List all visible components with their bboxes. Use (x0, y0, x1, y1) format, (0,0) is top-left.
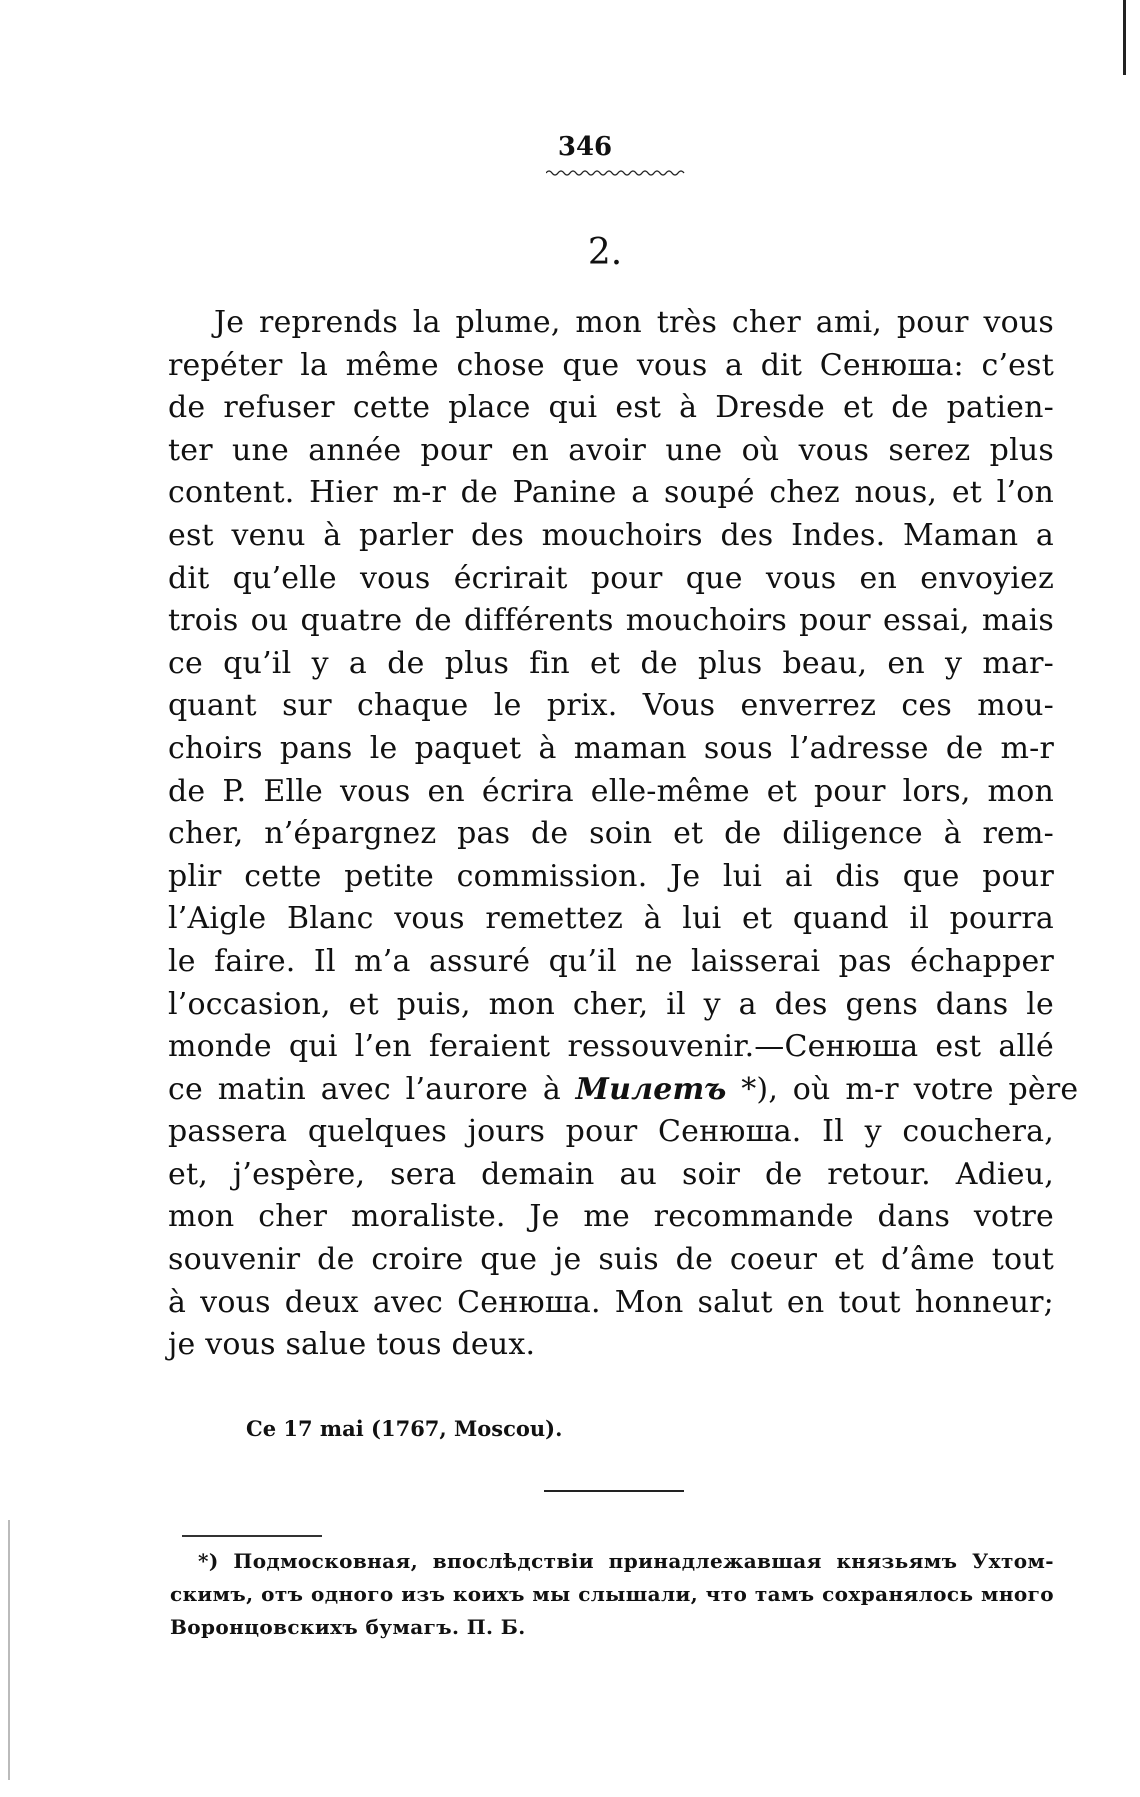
text-line: dit qu’elle vous écrirait pour que vous en envoyiez (168, 560, 1054, 596)
text-line-with-place-name (168, 1069, 1079, 1112)
section-divider (544, 1490, 684, 1492)
text-line: l’Aigle Blanc vous remettez à lui et quand il pourra (168, 901, 1054, 937)
text-line: ter une année pour en avoir une où vous serez plus (168, 432, 1054, 468)
text-line: je vous salue tous deux. (168, 1327, 536, 1363)
footnote (170, 1545, 1054, 1644)
text-line: l’occasion, et puis, mon cher, il y a des gens dans le (168, 986, 1054, 1022)
text-line: cher, n’épargnez pas de soin et de diligence à rem- (168, 816, 1054, 852)
letter-date-signature: Ce 17 mai (1767, Moscou). (246, 1416, 563, 1441)
text-line: et, j’espère, sera demain au soir de retour. Adieu, (168, 1156, 1054, 1192)
footnote-divider (182, 1535, 322, 1537)
scan-edge-mark (1123, 0, 1126, 75)
text-line: trois ou quatre de différents mouchoirs pour essai, mais (168, 603, 1054, 639)
text-line: passera quelques jours pour Сенюша. Il y couchera, (168, 1114, 1054, 1150)
text-line: content. Hier m-r de Panine a soupé chez nous, et l’on (168, 475, 1054, 511)
text-line: à vous deux avec Сенюша. Mon salut en tout honneur; (168, 1284, 1054, 1320)
text-line: ce qu’il y a de plus fin et de plus beau, en y mar- (168, 645, 1054, 681)
footnote-line: скимъ, отъ одного изъ коихъ мы слышали, что тамъ сохранялось много (170, 1582, 1054, 1606)
letter-body (168, 302, 1079, 1367)
text-line: choirs pans le paquet à maman sous l’adresse de m-r (168, 730, 1054, 766)
page-number: 346 (557, 132, 613, 162)
text-line: mon cher moraliste. Je me recommande dans votre (168, 1199, 1054, 1235)
text-line: de refuser cette place qui est à Dresde et de patien- (168, 390, 1054, 426)
text-line: souvenir de croire que je suis de coeur et d’âme tout (168, 1242, 1054, 1278)
text-line: monde qui l’en feraient ressouvenir.—Сенюша est allé (168, 1029, 1054, 1065)
letter-number: 2. (587, 232, 623, 273)
text-segment: ce matin avec l’aurore à (168, 1071, 576, 1107)
text-line: plir cette petite commission. Je lui ai dis que pour (168, 858, 1054, 894)
text-line: repéter la même chose que vous a dit Сенюша: c’est (168, 347, 1054, 383)
text-line: est venu à parler des mouchoirs des Indes. Maman a (168, 517, 1054, 553)
footnote-line: *) Подмосковная, впослѣдствіи принадлежавшая князьямъ Ухтом- (198, 1549, 1054, 1573)
footnote-line: Воронцовскихъ бумагъ. П. Б. (170, 1615, 526, 1639)
wavy-ornament (546, 168, 686, 178)
text-line: quant sur chaque le prix. Vous enverrez ces mou- (168, 688, 1054, 724)
place-name-italic: Милетъ (575, 1071, 727, 1107)
text-line: Je reprends la plume, mon très cher ami, pour vous (214, 305, 1054, 340)
text-line: de P. Elle vous en écrira elle-même et pour lors, mon (168, 773, 1054, 809)
text-line: le faire. Il m’a assuré qu’il ne laisserai pas échapper (168, 943, 1054, 979)
scan-edge-mark-left (8, 1520, 10, 1780)
text-segment: *), où m-r votre père (726, 1071, 1079, 1107)
